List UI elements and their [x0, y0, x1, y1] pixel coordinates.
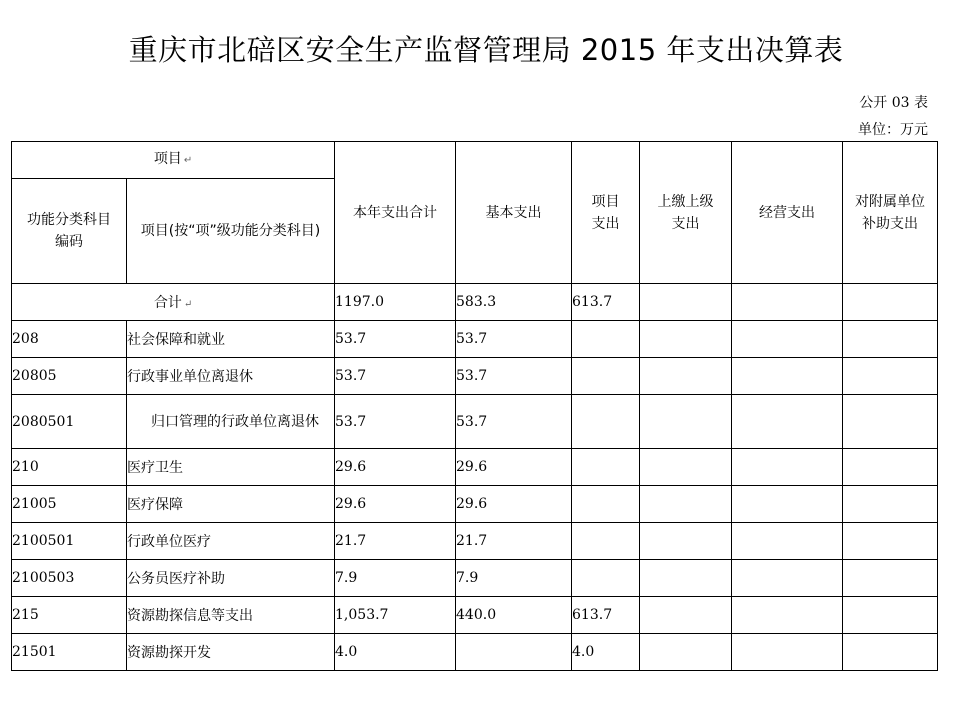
upper-cell — [640, 486, 732, 523]
expenditure-table — [11, 141, 938, 671]
total-cell: 4.0 — [335, 634, 456, 671]
basic-cell: 29.6 — [456, 486, 572, 523]
project-cell — [572, 560, 640, 597]
table-row — [12, 358, 938, 395]
upper-cell — [640, 449, 732, 486]
upper-cell — [640, 523, 732, 560]
code-cell: 210 — [12, 449, 127, 486]
total-label: 合计 ↵ — [12, 284, 335, 321]
basic-cell: 53.7 — [456, 358, 572, 395]
basic-cell: 29.6 — [456, 449, 572, 486]
total-cell: 29.6 — [335, 486, 456, 523]
table-row — [12, 523, 938, 560]
code-cell: 2080501 — [12, 395, 127, 449]
header-project: 项目支出 — [572, 142, 640, 284]
project-cell — [572, 523, 640, 560]
table-row — [12, 486, 938, 523]
name-cell: 公务员医疗补助 — [127, 560, 335, 597]
business-cell — [732, 395, 843, 449]
code-cell: 21501 — [12, 634, 127, 671]
subsidy-cell — [843, 321, 938, 358]
basic-cell: 21.7 — [456, 523, 572, 560]
basic-cell: 53.7 — [456, 395, 572, 449]
code-cell: 2100503 — [12, 560, 127, 597]
subsidy-cell — [843, 486, 938, 523]
table-number: 公开 03 表 — [859, 95, 928, 111]
basic-cell: 583.3 — [456, 284, 572, 321]
unit-label: 单位：万元 — [858, 122, 928, 138]
code-cell: 2100501 — [12, 523, 127, 560]
basic-cell — [456, 634, 572, 671]
upper-cell — [640, 284, 732, 321]
business-cell — [732, 321, 843, 358]
business-cell — [732, 449, 843, 486]
table-row — [12, 560, 938, 597]
total-cell: 53.7 — [335, 395, 456, 449]
project-cell: 613.7 — [572, 597, 640, 634]
name-cell: 社会保障和就业 — [127, 321, 335, 358]
table-row — [12, 449, 938, 486]
project-cell — [572, 486, 640, 523]
total-cell: 21.7 — [335, 523, 456, 560]
total-cell: 1197.0 — [335, 284, 456, 321]
header-func-code: 功能分类科目编码 — [12, 179, 127, 284]
business-cell — [732, 634, 843, 671]
upper-cell — [640, 634, 732, 671]
subsidy-cell — [843, 523, 938, 560]
header-upper: 上缴上级支出 — [640, 142, 732, 284]
name-cell: 归口管理的行政单位离退休 — [127, 395, 335, 449]
business-cell — [732, 486, 843, 523]
project-cell: 613.7 — [572, 284, 640, 321]
business-cell — [732, 358, 843, 395]
name-cell: 行政事业单位离退休 — [127, 358, 335, 395]
upper-cell — [640, 597, 732, 634]
table-row — [12, 321, 938, 358]
business-cell — [732, 523, 843, 560]
code-cell: 20805 — [12, 358, 127, 395]
header-func-name: 项目(按“项”级功能分类科目) — [127, 179, 335, 284]
page-title: 重庆市北碚区安全生产监督管理局 2015 年支出决算表 — [128, 33, 844, 67]
basic-cell: 440.0 — [456, 597, 572, 634]
project-cell — [572, 321, 640, 358]
total-cell: 53.7 — [335, 321, 456, 358]
upper-cell — [640, 560, 732, 597]
total-cell: 7.9 — [335, 560, 456, 597]
project-cell: 4.0 — [572, 634, 640, 671]
business-cell — [732, 597, 843, 634]
project-cell — [572, 449, 640, 486]
project-cell — [572, 395, 640, 449]
subsidy-cell — [843, 284, 938, 321]
total-cell: 1,053.7 — [335, 597, 456, 634]
business-cell — [732, 284, 843, 321]
name-cell: 医疗保障 — [127, 486, 335, 523]
upper-cell — [640, 358, 732, 395]
total-cell: 29.6 — [335, 449, 456, 486]
header-project-group: 项目 ↵ — [12, 142, 335, 179]
basic-cell: 53.7 — [456, 321, 572, 358]
upper-cell — [640, 321, 732, 358]
header-total: 本年支出合计 — [335, 142, 456, 284]
total-row — [12, 284, 938, 321]
name-cell: 资源勘探信息等支出 — [127, 597, 335, 634]
subsidy-cell — [843, 560, 938, 597]
project-cell — [572, 358, 640, 395]
header-basic: 基本支出 — [456, 142, 572, 284]
subsidy-cell — [843, 449, 938, 486]
basic-cell: 7.9 — [456, 560, 572, 597]
code-cell: 208 — [12, 321, 127, 358]
table-row — [12, 634, 938, 671]
subsidy-cell — [843, 634, 938, 671]
name-cell: 医疗卫生 — [127, 449, 335, 486]
business-cell — [732, 560, 843, 597]
name-cell: 资源勘探开发 — [127, 634, 335, 671]
upper-cell — [640, 395, 732, 449]
code-cell: 215 — [12, 597, 127, 634]
name-cell: 行政单位医疗 — [127, 523, 335, 560]
table-row — [12, 597, 938, 634]
header-business: 经营支出 — [732, 142, 843, 284]
total-cell: 53.7 — [335, 358, 456, 395]
table-row — [12, 395, 938, 449]
header-subsidy: 对附属单位补助支出 — [843, 142, 938, 284]
subsidy-cell — [843, 597, 938, 634]
subsidy-cell — [843, 395, 938, 449]
code-cell: 21005 — [12, 486, 127, 523]
subsidy-cell — [843, 358, 938, 395]
